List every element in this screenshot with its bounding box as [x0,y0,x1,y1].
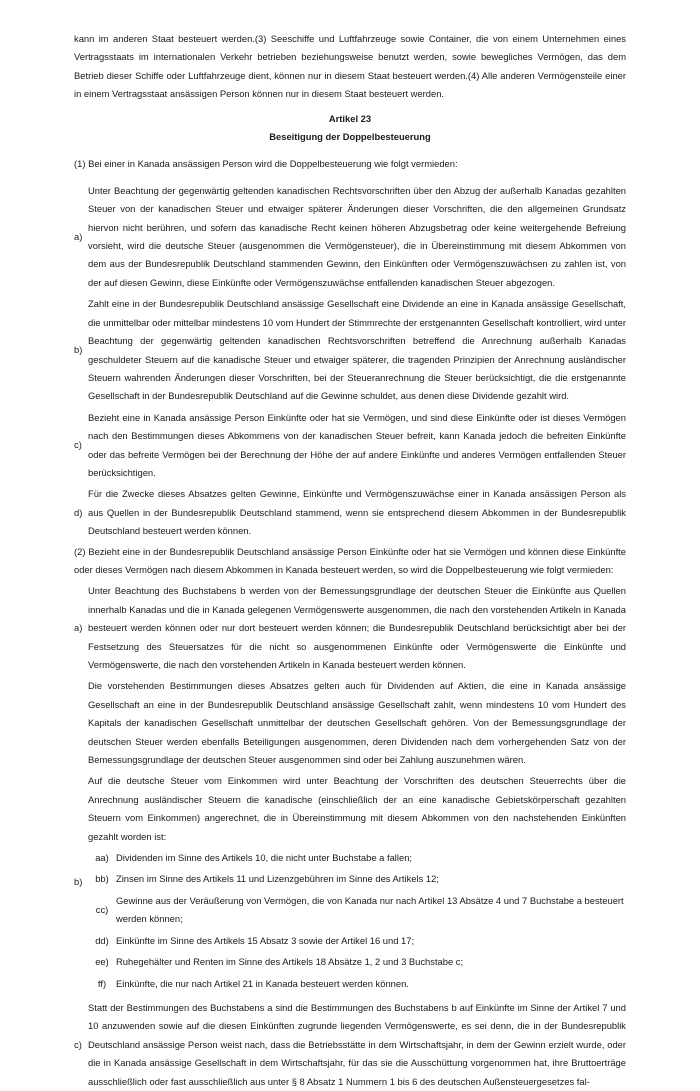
item-label: a) [74,622,83,634]
sub-item-bb [88,870,626,888]
sub-item-cc [88,892,626,929]
item-text: Unter Beachtung der gegenwärtig geltenden kanadischen Rechtsvorschriften über den Abzug der außerhalb Kanadas gezahlten Steuer von der kanadischen Steuer und etwaiger späterer Änderungen dieser Vorschriften, die den allgemeinen Grundsatz hiervon nicht berühren, und sofern das kanadische Recht keinen höheren Abzugsbetrag oder keine weitergehende Befreiung vorsieht, wird die deutsche Steuer (ausgenommen die Vermögensteuer), die in Übereinstimmung mit diesem Abkommen von dem aus der Bundesrepublik Deutschland stammenden Gewinn, den Einkünften oder Vermögenszuwächsen zu zahlen ist, von der auf diesen Gewinn, diese Einkünfte oder Vermögenszuwächse entfallenden kanadischen Steuer abgezogen. [88,184,626,288]
item-text: Für die Zwecke dieses Absatzes gelten Gewinne, Einkünfte und Vermögenszuwächse einer in Kanada ansässigen Person als aus Quellen in der Bundesrepublik Deutschland stammend, wenn sie entsprechend diesem Abkommen in der Bundesrepublik Deutschland besteuert werden können. [88,488,626,537]
article-number: Artikel 23 [328,112,372,124]
sub-item-text: Einkünfte, die nur nach Artikel 21 in Kanada besteuert werden können. [116,977,409,989]
paragraph-1-item-a [74,182,626,292]
sub-item-ff [88,975,626,993]
item-text: Unter Beachtung des Buchstabens b werden von der Bemessungsgrundlage der deutschen Steuer die Einkünfte aus Quellen innerhalb Kanadas und die in Kanada gelegenen Vermögenswerte ausgenommen, die nach den vorstehenden Artikeln in Kanada besteuert werden können oder nur dort besteuert werden können; die Bundesrepublik Deutschland berücksichtigt aber bei der Festsetzung des Steuersatzes für die nicht so ausgenommenen Einkünfte oder Vermögenswerte die Einkünfte und Vermögenswerte, die nach den vorstehenden Artikeln in Kanada besteuert werden können. [88,585,626,670]
sub-item-label: dd) [95,934,109,946]
sub-item-label: ff) [97,977,107,989]
sub-item-text: Ruhegehälter und Renten im Sinne des Artikels 18 Absätze 1, 2 und 3 Buchstabe c; [116,956,464,968]
item-label: c) [74,1038,82,1050]
item-label: a) [74,230,83,242]
sub-item-text: Einkünfte im Sinne des Artikels 15 Absatz 3 sowie der Artikel 16 und 17; [116,934,415,946]
item-label: b) [74,344,83,356]
item-text: Zahlt eine in der Bundesrepublik Deutschland ansässige Gesellschaft eine Dividende an eine in Kanada ansässige Gesellschaft, die unmittelbar oder mittelbar mindestens 10 vom Hundert der Stimmrechte der erstgenannten Gesellschaft kontrolliert, wird unter Beachtung der gegenwärtig geltenden kanadischen Rechtsvorschriften betreffend die Anrechnung außerhalb Kanadas geschuldeter Steuern auf die kanadische Steuer und etwaiger späterer, die tragenden Prinzipien der Anrechnung ausländischer Steuern wahrenden Änderungen dieser Vorschriften, bei der Steueranrechnung die Steuer berücksichtigt, die die erstgenannte Gesellschaft in der Bundesrepublik Deutschland auf die Gewinne schuldet, aus denen diese Dividende gezahlt wird. [88,298,626,402]
paragraph-2-item-a [74,582,626,674]
paragraph-2-item-c [74,999,626,1091]
sub-item-ee [88,953,626,971]
sub-item-dd [88,932,626,950]
paragraph-1-intro: (1) Bei einer in Kanada ansässigen Person wird die Doppelbesteuerung wie folgt vermieden: [74,158,458,170]
article-title: Beseitigung der Doppelbesteuerung [269,131,431,143]
paragraph-1-item-d [74,485,626,540]
sub-item-label: aa) [95,852,109,864]
sub-item-label: bb) [95,873,109,885]
item-text: Bezieht eine in Kanada ansässige Person Einkünfte oder hat sie Vermögen, und sind diese Einkünfte oder ist dieses Vermögen nach den Bestimmungen dieses Abkommens von der kanadischen Steuer befreit, kann Kanada jedoch die befreiten Einkünfte oder das befreite Vermögen bei der Berechnung der Höhe der auf andere Einkünfte und anderes Vermögen entfallenden Steuer berücksichtigen. [88,411,626,478]
sub-item-aa [88,849,626,867]
item-label: b) [74,876,83,888]
sub-item-label: cc) [95,904,109,916]
item-text: Statt der Bestimmungen des Buchstabens a sind die Bestimmungen des Buchstabens b auf Einkünfte im Sinne der Artikel 7 und 10 anzuwenden sowie auf die diesen Einkünften zugrunde liegenden Vermögenswerte, es sei denn, die in der Bundesrepublik Deutschland ansässige Person weist nach, dass die Betriebsstätte in dem Wirtschaftsjahr, in dem der Gewinn erzielt wurde, oder die in Kanada ansässige Gesellschaft in dem Wirtschaftsjahr, für das sie die Ausschüttung vorgenommen hat, ihre Bruttoerträge ausschließlich oder fast ausschließlich aus unter § 8 Absatz 1 Nummern 1 bis 6 des deutschen Außensteuergesetzes fal- [88,1001,626,1087]
sub-item-text: Zinsen im Sinne des Artikels 11 und Lizenzgebühren im Sinne des Artikels 12; [116,873,439,885]
paragraph-2-item-a-continuation: Die vorstehenden Bestimmungen dieses Absatzes gelten auch für Dividenden auf Aktien, die eine in Kanada ansässige Gesellschaft an eine in der Bundesrepublik Deutschland ansässige Gesellschaft zahlt, wenn mindestens 10 vom Hundert des Kapitals der kanadischen Gesellschaft unmittelbar der deutschen Gesellschaft gehören. Von der Bemessungsgrundlage der deutschen Steuer werden ebenfalls Beteiligungen ausgenommen, deren Dividenden nach dem vorhergehenden Satz von der Bemessungsgrundlage der deutschen Steuer ausgenommen sind oder bei Zahlung auszunehmen wären. [88,680,626,766]
paragraph-2-item-b [74,772,626,992]
item-label: c) [74,439,82,451]
paragraph-1-item-c [74,409,626,483]
paragraph-1-item-b [74,295,626,405]
paragraph-2-intro: (2) Bezieht eine in der Bundesrepublik Deutschland ansässige Person Einkünfte oder hat sie Vermögen und können diese Einkünfte oder dieses Vermögen nach diesem Abkommen in Kanada besteuert werden, so wird die Doppelbesteuerung wie folgt vermieden: [74,545,626,575]
sub-item-text: Gewinne aus der Veräußerung von Vermögen, die von Kanada nur nach Artikel 13 Absätze 4 und 7 Buchstabe a besteuert werden können; [116,894,624,925]
document-page [74,30,626,1091]
item-b-content [88,772,626,992]
item-text: Auf die deutsche Steuer vom Einkommen wird unter Beachtung der Vorschriften des deutschen Steuerrechts über die Anrechnung ausländischer Steuern die kanadische (einschließlich der an eine kanadische Gebietskörperschaft gezahlten Steuern vom Einkommen) angerechnet, die in Übereinstimmung mit diesem Abkommen von den nachstehenden Einkünften gezahlt worden ist: [88,775,626,842]
intro-paragraph: kann im anderen Staat besteuert werden.(3) Seeschiffe und Luftfahrzeuge sowie Container, die von einem Unternehmen eines Vertragsstaats im internationalen Verkehr betrieben beziehungsweise benutzt werden, sowie bewegliches Vermögen, das dem Betrieb dieser Schiffe oder Luftfahrzeuge dient, können nur in diesem Staat besteuert werden.(4) Alle anderen Vermögensteile einer in einem Vertragsstaat ansässigen Person können nur in diesem Staat besteuert werden. [74,33,626,100]
sub-item-text: Dividenden im Sinne des Artikels 10, die nicht unter Buchstabe a fallen; [116,852,413,864]
sub-item-label: ee) [95,956,109,968]
item-label: d) [74,506,83,518]
